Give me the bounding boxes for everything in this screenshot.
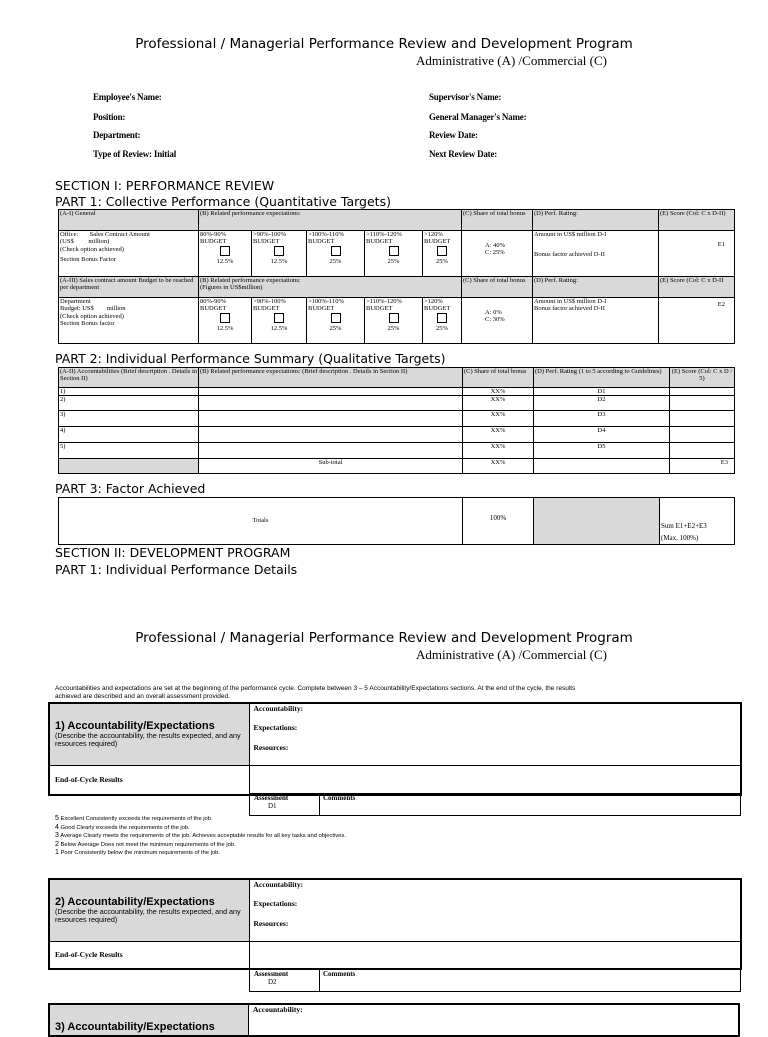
- header-b3-text: (B) Related performance expectations:: [200, 277, 301, 284]
- factor-label: 25%: [387, 325, 400, 333]
- subtotal-share: XX%: [463, 459, 534, 474]
- amount-line: Amount in US$ million D-I: [534, 298, 607, 305]
- col-header-d3: (D) Perf. Rating:: [533, 277, 659, 298]
- next-review-date-label: Next Review Date:: [429, 149, 498, 159]
- document-title-page2: Professional / Managerial Performance Review and Development Program: [135, 630, 633, 646]
- budget-label: BUDGET: [366, 305, 393, 313]
- expectations-label: Expectations:: [253, 723, 298, 732]
- share-cell: XX%: [463, 396, 534, 411]
- rating-cell: D1: [534, 388, 670, 396]
- accountability-title-cell: [49, 879, 249, 941]
- expectation-cell[interactable]: [199, 388, 463, 396]
- range-cell: [307, 298, 365, 344]
- factor-label: 25%: [436, 258, 448, 266]
- score-cell[interactable]: [670, 443, 735, 459]
- share-a: A: 0%: [485, 309, 502, 316]
- range-cell: [252, 298, 307, 344]
- budget-label: BUDGET: [424, 305, 451, 313]
- gm-name-label: General Manager's Name:: [429, 112, 527, 122]
- range-label: 80%-90%: [200, 298, 226, 305]
- part2-heading: PART 2: Individual Performance Summary (Qualitative Targets): [55, 351, 446, 366]
- rating-number: 3: [55, 832, 59, 840]
- office-cell: [59, 231, 199, 277]
- accountability-title: 2) Accountability/Expectations: [55, 895, 215, 908]
- document-subtitle-page2: Administrative (A) /Commercial (C): [416, 647, 607, 662]
- share-cell: [462, 231, 533, 277]
- row-number: 5): [59, 443, 199, 459]
- sales-label: Sales Contract Amount: [89, 231, 150, 238]
- comments-label: Comments: [323, 794, 356, 802]
- section2-part1-heading: PART 1: Individual Performance Details: [55, 562, 298, 577]
- col-header-c: (C) Share of total bonus: [463, 368, 534, 388]
- factor-label: 12.5%: [270, 258, 288, 266]
- totals-label: Totals: [59, 498, 463, 545]
- budget-label: BUDGET: [424, 238, 451, 246]
- million-label: million): [88, 238, 110, 246]
- range-label: >110%-120%: [366, 298, 402, 305]
- totals-pct: 100%: [463, 498, 534, 545]
- part3-heading: PART 3: Factor Achieved: [55, 481, 206, 496]
- rating-guidelines: [55, 815, 346, 858]
- accountability-title-cell: [49, 703, 249, 765]
- expectation-cell[interactable]: [199, 443, 463, 459]
- end-of-cycle-label: End-of-Cycle Results: [49, 941, 249, 969]
- budget-usd-label: Budget: US$: [60, 305, 94, 313]
- usd-label: (US$: [60, 238, 74, 246]
- individual-performance-table: [58, 367, 735, 474]
- rating-item: [55, 824, 346, 833]
- accountability-description: (Describe the accountability, the results expected, and any resources required): [55, 906, 241, 925]
- end-of-cycle-results[interactable]: [249, 765, 741, 795]
- comments-cell[interactable]: [320, 970, 741, 992]
- budget-label: BUDGET: [253, 305, 280, 313]
- rating-cell: D5: [534, 443, 670, 459]
- range-checkbox[interactable]: [389, 246, 399, 256]
- assessment-row-2: [249, 969, 741, 992]
- range-checkbox[interactable]: [437, 246, 447, 256]
- accountability-fields[interactable]: [249, 703, 741, 765]
- budget-label: BUDGET: [308, 305, 335, 313]
- subtotal-row: [59, 459, 735, 474]
- range-label: >110%-120%: [366, 231, 402, 238]
- intro-line-1: Accountabilities and expectations are set at the beginning of the performance cycle. Complete between 3 – 5 Accountability/Expectations sections. At the end of the cycle, the results: [55, 685, 576, 692]
- score-e1: E1: [717, 241, 726, 248]
- bonus-line: Bonus factor achieved D-II: [534, 251, 605, 259]
- range-cell: [423, 298, 462, 344]
- share-cell: XX%: [463, 427, 534, 443]
- range-cell: [199, 298, 252, 344]
- score-cell: [659, 231, 735, 277]
- assessment-cell[interactable]: [250, 970, 320, 992]
- factor-label: 25%: [329, 258, 342, 266]
- range-checkbox[interactable]: [274, 246, 284, 256]
- subtotal-rating: [534, 459, 670, 474]
- factor-label: 25%: [329, 325, 342, 333]
- range-checkbox[interactable]: [331, 246, 341, 256]
- table-row: [59, 298, 735, 344]
- rating-cell: D3: [534, 411, 670, 427]
- comments-label: Comments: [323, 970, 356, 978]
- department-cell: [59, 298, 199, 344]
- review-date-label: Review Date:: [429, 130, 478, 140]
- amount-line: Amount in US$ million D-I: [534, 231, 607, 238]
- factor-achieved-table: [58, 497, 735, 545]
- row-number: 3): [59, 411, 199, 427]
- assessment-label: Assessment: [254, 794, 289, 802]
- accountability-label: Accountability:: [253, 704, 304, 713]
- rating-item: [55, 849, 346, 858]
- rating-text: Below Average Does not meet the minimum requirements of the job.: [60, 841, 236, 848]
- accountability-fields[interactable]: [249, 879, 741, 941]
- table-row: [59, 396, 735, 411]
- col-header-a3: (A-III) Sales contract amount Budget to be reached per department: [59, 277, 199, 298]
- section2-heading: SECTION II: DEVELOPMENT PROGRAM: [55, 545, 291, 560]
- share-c: C: 25%: [485, 249, 505, 257]
- intro-line-2: achieved are described and an overall assessment provided.: [55, 693, 230, 700]
- accountability-title: 3) Accountability/Expectations: [55, 1021, 215, 1033]
- rating-item: [55, 841, 346, 850]
- range-label: >120%: [424, 298, 443, 305]
- rating-text: Poor Consistently below the minimum requirements of the job.: [60, 850, 221, 857]
- supervisor-name-label: Supervisor's Name:: [429, 92, 502, 102]
- totals-row: [59, 498, 735, 545]
- table-row: [59, 231, 735, 277]
- score-cell: [659, 298, 735, 344]
- col-header-d: (D) Perf. Rating:: [533, 210, 659, 231]
- document-subtitle: Administrative (A) /Commercial (C): [416, 53, 607, 68]
- budget-label: BUDGET: [366, 238, 393, 246]
- million2-label: million: [106, 305, 126, 313]
- share-cell: [462, 298, 533, 344]
- range-label: >100%-110%: [308, 231, 344, 238]
- table-row: [59, 388, 735, 396]
- range-cell: [252, 231, 307, 277]
- score-e2: E2: [717, 301, 726, 308]
- assessment-d2: D2: [268, 978, 277, 986]
- accountability-title-cell: [50, 1005, 249, 1035]
- assessment-row-1: [249, 793, 741, 816]
- table-row: [59, 443, 735, 459]
- table-header-row: [59, 210, 735, 231]
- accountability-block-1: [48, 702, 742, 796]
- range-cell: [365, 298, 423, 344]
- rating-cell: [533, 298, 659, 344]
- range-label: >100%-110%: [308, 298, 344, 305]
- rating-number: 1: [55, 849, 59, 857]
- budget-label: BUDGET: [200, 305, 227, 313]
- range-label: 80%-90%: [200, 231, 226, 238]
- accountability-block-3: [48, 1003, 740, 1037]
- type-of-review-label: Type of Review:: [93, 149, 152, 159]
- expectation-cell[interactable]: [199, 411, 463, 427]
- range-checkbox[interactable]: [220, 313, 230, 323]
- range-label: >90%-100%: [253, 298, 286, 305]
- max-label: (Max. 100%): [661, 534, 699, 542]
- col-header-b: (B) Related performance expectations: (Brief description . Details in Section II): [199, 368, 463, 388]
- check-option2-label: (Check option achieved): [60, 312, 124, 320]
- budget-label: BUDGET: [308, 238, 335, 246]
- assessment-label: Assessment: [254, 970, 289, 978]
- assessment-cell[interactable]: [250, 794, 320, 816]
- expectation-cell[interactable]: [199, 396, 463, 411]
- score-cell[interactable]: [670, 427, 735, 443]
- sum-cell: [660, 498, 735, 545]
- factor-label: 25%: [387, 258, 400, 266]
- range-cell: [307, 231, 365, 277]
- table-row: [59, 427, 735, 443]
- assessment-d1: D1: [268, 802, 277, 810]
- position-label: Position:: [93, 112, 126, 122]
- row-number: 2): [59, 396, 199, 411]
- end-of-cycle-results[interactable]: [249, 941, 741, 969]
- type-of-review: [93, 149, 176, 159]
- col-header-b: (B) Related performance expectations:: [199, 210, 462, 231]
- totals-gray-cell: [534, 498, 660, 545]
- employee-name-label: Employee's Name:: [93, 92, 162, 102]
- accountability-description: (Describe the accountability, the results expected, and any resources required): [55, 730, 241, 749]
- accountability-block-2: [48, 878, 742, 970]
- collective-performance-table: [58, 209, 735, 344]
- row-number: 1): [59, 388, 199, 396]
- resources-label: Resources:: [253, 919, 289, 928]
- rating-number: 5: [55, 815, 59, 822]
- dept-label: Department: [60, 298, 91, 305]
- range-label: >90%-100%: [253, 231, 286, 238]
- col-header-c3: (C) Share of total bonus: [462, 277, 533, 298]
- range-checkbox[interactable]: [220, 246, 230, 256]
- col-header-e3: (E) Score (Col: C x D-II: [659, 277, 735, 298]
- range-checkbox[interactable]: [389, 313, 399, 323]
- accountability-label: Accountability:: [253, 880, 304, 889]
- factor-label: 12.5%: [216, 258, 234, 266]
- factor-label: 12.5%: [270, 325, 288, 333]
- sum-label: Sum E1+E2+E3: [661, 522, 707, 530]
- score-cell[interactable]: [670, 396, 735, 411]
- table-row: [59, 411, 735, 427]
- check-option-label: (Check option achieved): [60, 245, 124, 253]
- accountability-fields[interactable]: [249, 1005, 303, 1035]
- subtotal-blank: [59, 459, 199, 474]
- score-e3: E3: [670, 459, 735, 474]
- rating-cell: D2: [534, 396, 670, 411]
- rating-item: [55, 832, 346, 841]
- col-header-a: (A-I) General: [59, 210, 199, 231]
- rating-cell: D4: [534, 427, 670, 443]
- expectation-cell[interactable]: [199, 427, 463, 443]
- expectations-label: Expectations:: [253, 899, 298, 908]
- document-title: Professional / Managerial Performance Review and Development Program: [135, 36, 633, 52]
- range-checkbox[interactable]: [274, 313, 284, 323]
- accountability-title: 1) Accountability/Expectations: [55, 719, 215, 732]
- subtotal-label: Sub-total: [199, 459, 463, 474]
- budget-label: BUDGET: [253, 238, 280, 246]
- rating-item: [55, 815, 346, 824]
- row-number: 4): [59, 427, 199, 443]
- department-label: Department:: [93, 130, 141, 140]
- budget-label: BUDGET: [200, 238, 227, 246]
- score-cell[interactable]: [670, 411, 735, 427]
- rating-text: Average Clearly meets the requirements of the job. Achieves acceptable results for all key tasks and objectives.: [60, 833, 346, 840]
- figures-label: (Figures in US$million): [200, 284, 263, 292]
- rating-cell: [533, 231, 659, 277]
- range-checkbox[interactable]: [331, 313, 341, 323]
- end-of-cycle-label: End-of-Cycle Results: [49, 765, 249, 795]
- factor-label: 12.5%: [216, 325, 234, 333]
- table-header-row: [59, 277, 735, 298]
- share-cell: XX%: [463, 443, 534, 459]
- share-c: C: 30%: [485, 316, 505, 324]
- col-header-a: (A-II) Accountabilities (Brief description . Details in Section II): [59, 368, 199, 388]
- table-header-row: [59, 368, 735, 388]
- range-label: >120%: [424, 231, 443, 238]
- section-bonus2-label: Section Bonus factor: [60, 320, 115, 328]
- range-checkbox[interactable]: [437, 313, 447, 323]
- range-cell: [423, 231, 462, 277]
- bonus-line: Bonus factor achieved D-II: [534, 305, 605, 313]
- share-cell: XX%: [463, 388, 534, 396]
- score-cell[interactable]: [670, 388, 735, 396]
- col-header-e: (E) Score (Col: C x D-II): [659, 210, 735, 231]
- rating-text: Excellent Consistently exceeds the requirements of the job.: [60, 816, 213, 822]
- share-cell: XX%: [463, 411, 534, 427]
- col-header-d: (D) Perf. Rating (1 to 5 according to Guidelines): [534, 368, 670, 388]
- comments-cell[interactable]: [320, 794, 741, 816]
- rating-number: 2: [55, 840, 59, 848]
- resources-label: Resources:: [253, 743, 289, 752]
- col-header-e: (E) Score (Col: C x D / 5): [670, 368, 735, 388]
- intro-text: [55, 685, 731, 701]
- section-bonus-label: Section Bonus Factor: [60, 256, 116, 264]
- col-header-b3: [199, 277, 462, 298]
- range-cell: [199, 231, 252, 277]
- accountability-label: Accountability:: [253, 1005, 303, 1014]
- section1-heading: SECTION I: PERFORMANCE REVIEW: [55, 178, 275, 193]
- part1-heading: PART 1: Collective Performance (Quantitative Targets): [55, 194, 391, 209]
- office-label: Office:: [60, 231, 79, 238]
- rating-text: Good Clearly exceeds the requirements of the job.: [60, 824, 190, 831]
- range-cell: [365, 231, 423, 277]
- col-header-c: (C) Share of total bonus: [462, 210, 533, 231]
- rating-number: 4: [55, 823, 59, 831]
- share-a: A: 40%: [485, 242, 506, 249]
- type-of-review-value: Initial: [153, 149, 176, 159]
- factor-label: 25%: [436, 325, 448, 333]
